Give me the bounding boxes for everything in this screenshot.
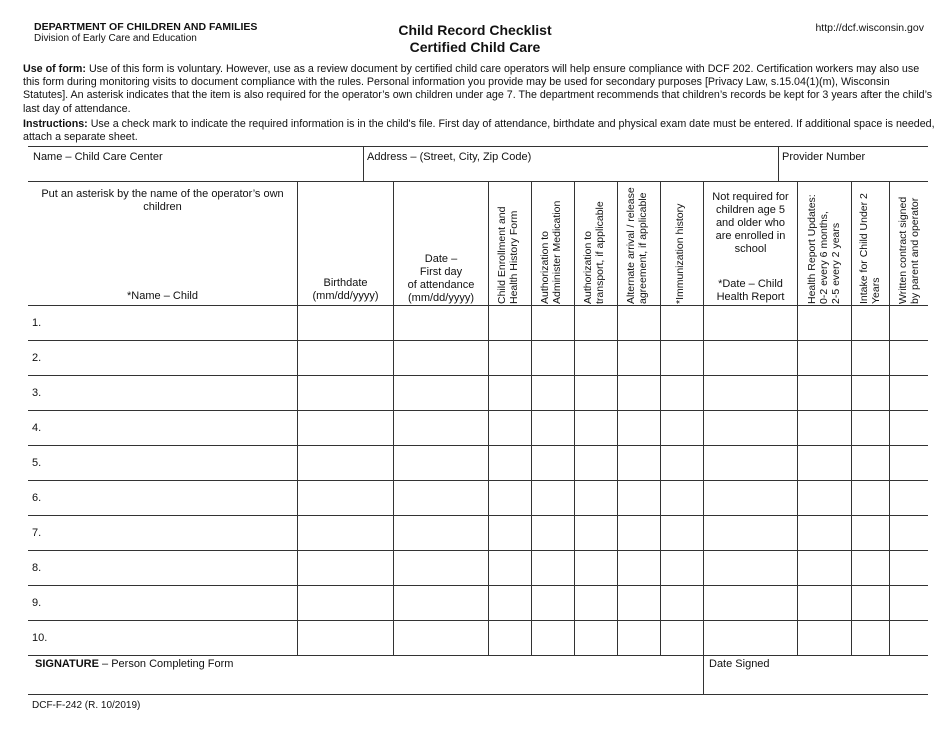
table-divider (28, 445, 928, 446)
row-number: 10. (32, 632, 48, 644)
column-divider (531, 181, 532, 655)
table-divider (28, 620, 928, 621)
health-label-line: Health Report (716, 291, 785, 303)
instructions-text: Use a check mark to indicate the required information is in the child's file. First day of attendance, birthdate and physical exam date must be entered. If additional space is needed, attach a separate sheet. (23, 118, 935, 144)
birthdate-header-line: (mm/dd/yyyy) (312, 290, 379, 302)
column-divider (617, 181, 618, 655)
department-name: DEPARTMENT OF CHILDREN AND FAMILIES (34, 21, 258, 33)
column-divider (574, 181, 575, 655)
row-number: 1. (32, 317, 42, 329)
column-divider (703, 181, 704, 695)
health-report-column-header (704, 278, 797, 304)
page-title (0, 22, 950, 56)
signature-text: – Person Completing Form (98, 658, 234, 670)
use-of-form-paragraph (23, 63, 935, 116)
column-divider (889, 181, 890, 655)
name-column-note: Put an asterisk by the name of the operator’s own children (41, 188, 284, 213)
enrollment-header-line: Child Enrollment and (496, 206, 508, 304)
column-divider (797, 181, 798, 655)
use-of-form-text: Use of this form is voluntary. However, use as a review document by certified child care operators will help ensure compliance with DCF 202. Certification workers may also use this form during monitoring visits to document compliance with the rules. Personal information you provide may be used for secondary purposes [Privacy Law, s.15.04(1)(m), Wisconsin Statutes]. An asterisk indicates that the item is also required for the operator’s own children under age 7. The department recommends that children’s records be kept for 3 years after the child’s last day of attendance. (23, 63, 933, 115)
row-number: 7. (32, 527, 42, 539)
table-divider (28, 585, 928, 586)
transport-column-header (582, 201, 606, 304)
health-note-line: school (734, 243, 767, 255)
intake-header-line: Years (870, 277, 882, 304)
medication-column-header (539, 201, 563, 304)
table-divider (28, 410, 928, 411)
table-divider (28, 655, 928, 656)
health-updates-column-header (806, 194, 842, 304)
column-divider (660, 181, 661, 655)
health-note-line: and older who (715, 217, 786, 229)
health-label-line: *Date – Child (718, 278, 783, 290)
transport-header-line: transport, if applicable (594, 201, 606, 304)
address-field[interactable]: Address – (Street, City, Zip Code) (367, 151, 532, 163)
row-number: 5. (32, 457, 42, 469)
table-divider (28, 181, 928, 182)
table-divider (28, 515, 928, 516)
first-day-column-header (394, 253, 488, 305)
medication-header-line: Authorization to (539, 231, 551, 304)
title-line-2: Certified Child Care (409, 39, 541, 55)
first-day-header-line: (mm/dd/yyyy) (408, 292, 474, 304)
table-divider (28, 375, 928, 376)
child-care-center-name-field[interactable]: Name – Child Care Center (33, 151, 163, 163)
first-day-header-line: Date – (424, 253, 458, 265)
enrollment-column-header (496, 207, 520, 304)
arrival-release-column-header (625, 187, 649, 304)
health-note-line: Not required for (712, 191, 789, 203)
instructions-label: Instructions: (23, 118, 88, 130)
table-divider (28, 340, 928, 341)
table-divider (28, 550, 928, 551)
column-divider (297, 181, 298, 655)
table-divider (28, 305, 928, 306)
division-name: Division of Early Care and Education (34, 33, 197, 44)
contract-header-line: Written contract signed (897, 196, 909, 304)
row-number: 4. (32, 422, 42, 434)
column-divider (488, 181, 489, 655)
medication-header-line: Administer Medication (551, 200, 563, 304)
birthdate-column-header (298, 277, 393, 303)
row-number: 3. (32, 387, 42, 399)
website-url[interactable]: http://dcf.wisconsin.gov (815, 22, 924, 34)
first-day-header-line: First day (419, 266, 463, 278)
arrival-header-line: agreement, if applicable (637, 192, 649, 304)
date-signed-field[interactable]: Date Signed (709, 658, 770, 670)
table-border-bottom (28, 694, 928, 695)
signature-label: SIGNATURE (35, 658, 99, 670)
instructions-paragraph (23, 118, 935, 144)
updates-header-line: 0-2 every 6 months, (818, 211, 830, 304)
use-of-form-label: Use of form: (23, 63, 86, 75)
immunization-column-header (674, 204, 686, 304)
transport-header-line: Authorization to (582, 231, 594, 304)
column-divider (363, 146, 364, 181)
arrival-header-line: Alternate arrival / release (625, 187, 637, 304)
health-report-note (704, 191, 797, 256)
column-divider (851, 181, 852, 655)
enrollment-header-line: Health History Form (508, 210, 520, 304)
row-number: 2. (32, 352, 42, 364)
intake-column-header (858, 193, 882, 304)
table-border-top (28, 146, 928, 147)
health-note-line: are enrolled in (715, 230, 786, 242)
provider-number-field[interactable]: Provider Number (782, 151, 866, 163)
row-number: 8. (32, 562, 42, 574)
name-column-label: *Name – Child (127, 290, 198, 302)
intake-header-line: Intake for Child Under 2 (858, 193, 870, 304)
form-number: DCF-F-242 (R. 10/2019) (32, 700, 141, 711)
table-divider (28, 480, 928, 481)
signature-field[interactable] (35, 658, 233, 671)
immunization-header-line: *Immunization history (674, 203, 686, 304)
updates-header-line: Health Report Updates: (806, 194, 818, 304)
birthdate-header-line: Birthdate (323, 277, 368, 289)
contract-header-line: by parent and operator (909, 197, 921, 304)
first-day-header-line: of attendance (407, 279, 475, 291)
health-note-line: children age 5 (715, 204, 786, 216)
column-divider (778, 146, 779, 181)
title-line-1: Child Record Checklist (398, 22, 552, 38)
updates-header-line: 2-5 every 2 years (830, 222, 842, 304)
row-number: 9. (32, 597, 42, 609)
row-number: 6. (32, 492, 42, 504)
contract-column-header (897, 197, 921, 304)
